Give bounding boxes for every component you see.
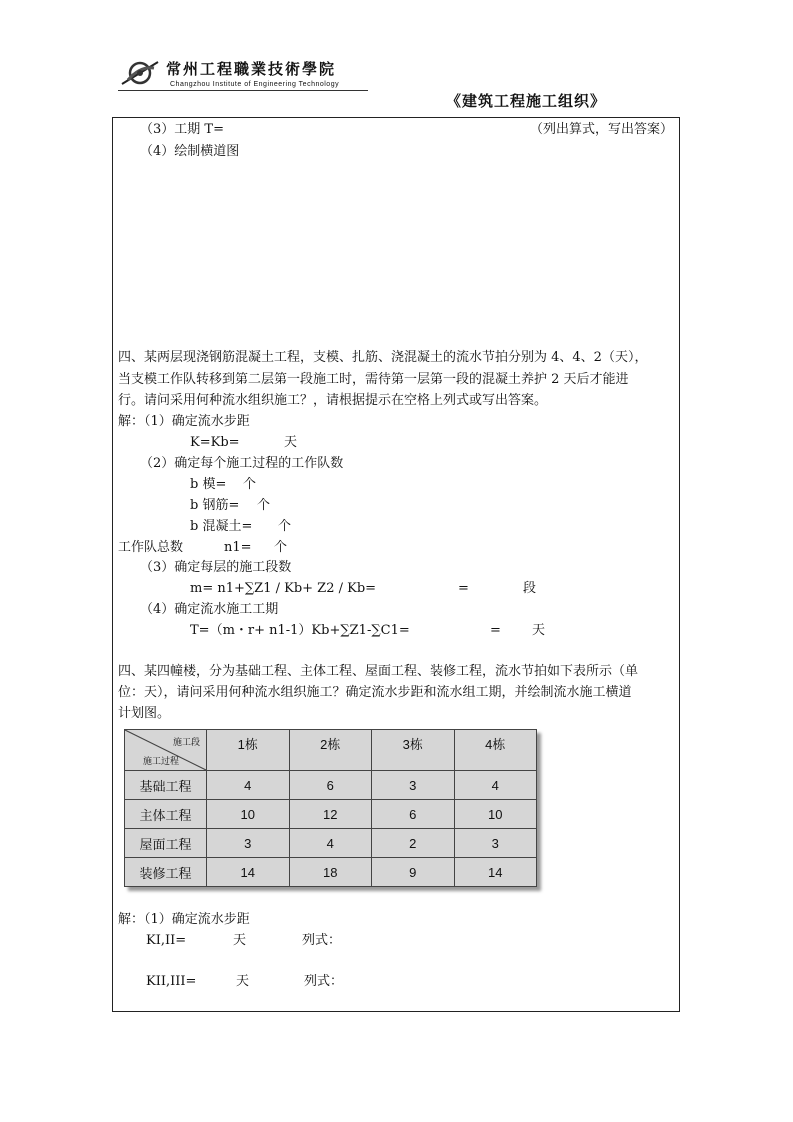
q4-text-line-3: 行。请问采用何种流水组织施工？，请根据提示在空格上列式或写出答案。 xyxy=(118,393,548,408)
q5-k23-list: 列式： xyxy=(304,974,344,989)
row-header: 基础工程 xyxy=(125,771,207,800)
q4-n1: n1= xyxy=(224,540,252,555)
column-header: 3栋 xyxy=(372,730,455,771)
q4-b-gangjin: b 钢筋= xyxy=(190,498,240,513)
table-cell: 3 xyxy=(207,829,290,858)
row-header: 主体工程 xyxy=(125,800,207,829)
table-cell: 4 xyxy=(207,771,290,800)
corner-label-top: 施工段 xyxy=(172,738,200,748)
school-logo xyxy=(118,58,368,92)
q4-n1-unit: 个 xyxy=(274,540,288,555)
q4-text-line-2: 当支模工作队转移到第二层第一段施工时，需待第一层第一段的混凝土养护 2 天后才能进 xyxy=(118,372,629,387)
table-cell: 4 xyxy=(289,829,372,858)
table-cell: 3 xyxy=(372,771,455,800)
q4-t-formula: T=（m・r+ n1-1）Kb+∑Z1-∑C1= xyxy=(190,623,410,638)
flow-beat-table xyxy=(124,729,537,887)
q4-m-formula: m= n1+∑Z1 / Kb+ Z2 / Kb= xyxy=(190,581,377,596)
table-cell: 3 xyxy=(454,829,537,858)
table-cell: 6 xyxy=(289,771,372,800)
duration-line: （3）工期 T= xyxy=(140,122,224,137)
q5-text-line-1: 四、某四幢楼，分为基础工程、主体工程、屋面工程、装修工程，流水节拍如下表所示（单 xyxy=(118,664,639,679)
table-cell: 4 xyxy=(454,771,537,800)
q4-m-unit: 段 xyxy=(523,581,537,596)
q4-step-3: （3）确定每层的施工段数 xyxy=(140,560,292,575)
q4-b-hunningtu: b 混凝土= xyxy=(190,519,253,534)
table-row xyxy=(125,771,537,800)
q4-b-mo-unit: 个 xyxy=(243,477,257,492)
table-row xyxy=(125,858,537,887)
table-cell: 2 xyxy=(372,829,455,858)
table-corner-cell xyxy=(125,730,207,771)
table-cell: 14 xyxy=(454,858,537,887)
table-cell: 14 xyxy=(207,858,290,887)
q4-b-gangjin-unit: 个 xyxy=(257,498,271,513)
table-cell: 10 xyxy=(207,800,290,829)
gantt-instruction: （4）绘制横道图 xyxy=(140,144,240,159)
q4-text-line-1: 四、某两层现浇钢筋混凝土工程，支模、扎筋、浇混凝土的流水节拍分别为 4、4、2（天）， xyxy=(118,350,648,365)
duration-instruction: （列出算式，写出答案） xyxy=(530,122,674,137)
q5-k23-unit: 天 xyxy=(236,974,250,989)
table-cell: 18 xyxy=(289,858,372,887)
q5-text-line-3: 计划图。 xyxy=(118,706,171,721)
q4-step-4: （4）确定流水施工工期 xyxy=(140,602,279,617)
table-cell: 9 xyxy=(372,858,455,887)
row-header: 装修工程 xyxy=(125,858,207,887)
q4-t-equals: = xyxy=(490,623,501,638)
logo-emblem-icon xyxy=(120,58,160,88)
table-cell: 6 xyxy=(372,800,455,829)
q4-k-formula: K=Kb= xyxy=(190,435,240,450)
q4-step-2: （2）确定每个施工过程的工作队数 xyxy=(140,456,344,471)
q4-team-total: 工作队总数 xyxy=(118,540,184,555)
table-row xyxy=(125,829,537,858)
q5-k12: KI,II= xyxy=(146,933,187,948)
table-row xyxy=(125,800,537,829)
header-divider xyxy=(118,90,368,91)
q5-text-line-2: 位：天），请问采用何种流水组织施工？确定流水步距和流水组工期，并绘制流水施工横道 xyxy=(118,685,632,700)
q4-m-equals: = xyxy=(458,581,469,596)
q5-k12-unit: 天 xyxy=(233,933,247,948)
table-cell: 10 xyxy=(454,800,537,829)
q5-k12-list: 列式： xyxy=(302,933,342,948)
column-header: 1栋 xyxy=(207,730,290,771)
q5-k23: KII,III= xyxy=(146,974,197,989)
table-header-row xyxy=(125,730,537,771)
q4-b-mo: b 模= xyxy=(190,477,227,492)
q4-b-hunningtu-unit: 个 xyxy=(278,519,292,534)
row-header: 屋面工程 xyxy=(125,829,207,858)
table-cell: 12 xyxy=(289,800,372,829)
school-name-english: Changzhou Institute of Engineering Technology xyxy=(170,81,340,88)
q4-t-unit: 天 xyxy=(532,623,546,638)
q4-solution-label: 解：（1）确定流水步距 xyxy=(118,414,250,429)
course-title: 《建筑工程施工组织》 xyxy=(446,92,607,110)
corner-label-bottom: 施工过程 xyxy=(143,757,180,767)
column-header: 2栋 xyxy=(289,730,372,771)
school-name: 常州工程職業技術學院 xyxy=(166,60,337,78)
column-header: 4栋 xyxy=(454,730,537,771)
q4-k-unit: 天 xyxy=(284,435,298,450)
q5-solution-label: 解：（1）确定流水步距 xyxy=(118,912,250,927)
